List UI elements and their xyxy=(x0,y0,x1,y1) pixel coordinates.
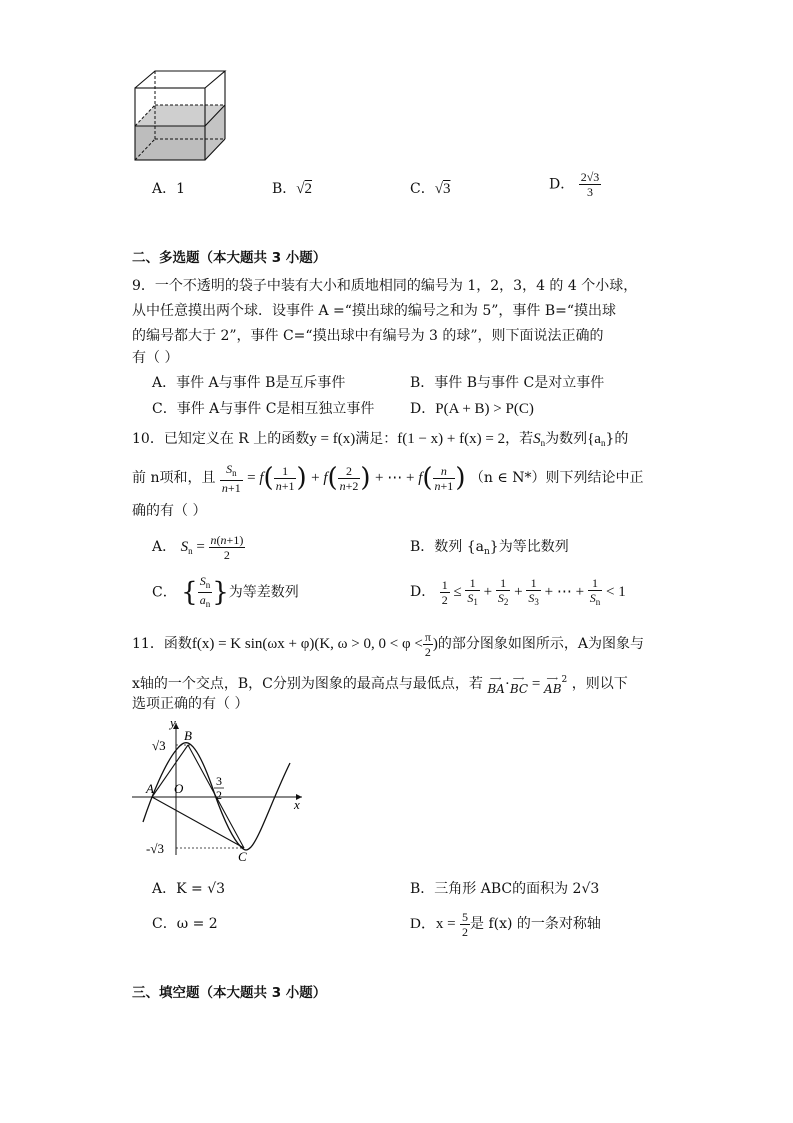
q8-option-d-numerator: 2√3 xyxy=(580,170,600,184)
q11-vec-ba: BA xyxy=(487,682,505,696)
q10-an-set: {a xyxy=(587,431,601,447)
q11-option-b[interactable]: B．三角形 ABC的面积为 2√3 xyxy=(410,881,600,897)
q9-option-b[interactable]: B．事件 B与事件 C是对立事件 xyxy=(410,375,605,391)
q10-mid: ，若 xyxy=(505,431,534,447)
q11-pi: π xyxy=(424,629,431,644)
q10-option-c[interactable]: C． { $\frac{S_n}{a_n}$ }为等差数列 xyxy=(152,574,299,609)
q9-line-4: 有（ ） xyxy=(132,350,179,366)
q10-option-a[interactable]: A． $S_n$ = $\frac{n(n+1)}{2}$ xyxy=(152,532,244,562)
q10-option-b[interactable]: B．数列 $\{a_n\}$为等比数列 xyxy=(410,539,569,557)
q10-seq-text: 为数列 xyxy=(545,431,588,447)
label-c: C xyxy=(238,849,247,864)
q11-func-expr: f(x) = K sin(ωx + φ) xyxy=(191,636,315,652)
label-two: 2 xyxy=(216,788,222,802)
q10-option-d-prefix: D． xyxy=(410,584,436,600)
q10-line-3: 确的有（ ） xyxy=(132,503,207,519)
q11-line2-a: x轴的一个交点，B，C分别为图象的最高点与最低点，若 xyxy=(132,676,483,692)
q11-line1-tail: 的部分图象如图所示，A为图象与 xyxy=(437,636,645,652)
q11-option-d-num: 5 xyxy=(462,909,468,924)
q10-tail: }的 xyxy=(605,431,629,447)
q11-vec-bc: BC xyxy=(509,682,529,696)
q8-option-d[interactable] xyxy=(549,170,601,199)
label-x: x xyxy=(294,797,300,812)
q10-option-a-prefix: A． xyxy=(152,539,177,555)
cube-figure xyxy=(130,68,240,164)
q8-option-c-radicand: 3 xyxy=(442,181,451,197)
q11-line-2: x轴的一个交点，B，C分别为图象的最高点与最低点，若 ⟶ BA· ⟶ BC = ⟶ $AB^2$ ，则以下 xyxy=(132,674,628,696)
q11-option-d-prefix: D．x = xyxy=(410,916,456,932)
q11-option-d-den: 2 xyxy=(462,924,468,939)
q10-line-2: 前 n项和，且 $\frac{S_n}{n+1}$ = f( $\frac{1}{n+1}$ ) + f( $\frac{2}{n+2}$ ) + ⋯ + f( $\frac{n}{n+1}$ ) （n ∈ N*）则下列结论中正 xyxy=(132,461,644,495)
q9-line-1: 9．一个不透明的袋子中装有大小和质地相同的编号为 1，2，3，4 的 4 个小球， xyxy=(132,278,638,294)
label-sqrt3-top: √3 xyxy=(152,738,166,753)
section-2-title: 二、多选题（本大题共 3 小题） xyxy=(132,250,327,266)
sine-graph xyxy=(130,715,315,865)
label-a: A xyxy=(146,781,154,796)
q10-option-c-tail: 为等差数列 xyxy=(228,584,299,601)
q10-option-b-tail: }为等比数列 xyxy=(489,539,569,555)
q11-intro: 11．函数 xyxy=(132,636,192,652)
q10-line-1: 10．已知定义在 R 上的函数y = f(x)满足：f(1 − x) + f(x) = 2，若$S_n$为数列$\{a_n\}$的 xyxy=(132,431,629,448)
label-b: B xyxy=(184,728,192,743)
q8-option-a[interactable]: A．1 xyxy=(152,181,186,197)
q11-option-d-tail: 是 f(x) 的一条对称轴 xyxy=(470,916,601,932)
q9-option-d[interactable] xyxy=(410,398,534,420)
q8-option-d-prefix: D． xyxy=(549,176,575,193)
label-y: y xyxy=(170,715,176,730)
q8-option-b-radicand: 2 xyxy=(304,181,313,197)
q9-option-d-prefix: D． xyxy=(410,401,436,417)
q8-option-b[interactable]: B．√2 xyxy=(272,181,313,197)
q9-option-a[interactable]: A．事件 A与事件 B是互斥事件 xyxy=(152,375,346,391)
q10-line2-a: 前 n项和，且 xyxy=(132,470,216,486)
section-3-title: 三、填空题（本大题共 3 小题） xyxy=(132,985,327,1001)
q8-option-d-denominator: 3 xyxy=(586,185,593,199)
q11-option-c[interactable]: C．ω = 2 xyxy=(152,916,218,932)
q8-option-b-prefix: B． xyxy=(272,181,297,197)
q10-option-d[interactable]: D． $\frac{1}{2}$ ≤ $\frac{1}{S_1}$ + $\frac{1}{S_2}$ + $\frac{1}{S_3}$ + ⋯ + $\frac{1}{S_n}$ < 1 xyxy=(410,575,626,607)
q11-two: 2 xyxy=(424,644,431,659)
q10-satisfies: 满足： xyxy=(355,431,398,447)
label-o: O xyxy=(174,781,184,796)
q10-option-c-prefix: C． xyxy=(152,584,177,601)
q9-line-3: 的编号都大于 2”，事件 C=“摸出球中有编号为 3 的球”，则下面说法正确的 xyxy=(132,328,604,344)
q8-option-c-prefix: C． xyxy=(410,181,435,197)
label-three: 3 xyxy=(216,774,222,788)
q11-option-a[interactable]: A．K = √3 xyxy=(152,881,226,897)
q10-option-b-label: B．数列 {a xyxy=(410,539,484,555)
q9-line-2: 从中任意摸出两个球．设事件 A =“摸出球的编号之和为 5”，事件 B=“摸出球 xyxy=(132,303,617,319)
q11-line-1: 11．函数f(x) = K sin(ωx + φ)(K, ω > 0, 0 < φ < $\frac{\pi}{2}$ )的部分图象如图所示，A为图象与 xyxy=(132,629,645,659)
q11-cond: (K, ω > 0, 0 < φ < xyxy=(314,636,423,652)
label-sqrt3-bottom: -√3 xyxy=(146,841,164,856)
q9-option-d-expr: P(A + B) > P(C) xyxy=(435,401,534,417)
q11-line2-tail: ，则以下 xyxy=(571,676,628,692)
q10-line2-cond: （n ∈ N*）则下列结论中正 xyxy=(469,470,644,486)
q10-intro: 10．已知定义在 R 上的函数 xyxy=(132,431,310,447)
q11-option-d[interactable] xyxy=(410,906,601,942)
q10-eq: f(1 − x) + f(x) = 2 xyxy=(397,431,506,447)
q10-func: y = f(x) xyxy=(309,431,356,447)
q8-option-c[interactable]: C．√3 xyxy=(410,181,451,197)
q11-line-3: 选项正确的有（ ） xyxy=(132,696,249,712)
q10-sn: S xyxy=(533,431,541,447)
q11-vec-ab: AB xyxy=(544,682,562,696)
q9-option-c[interactable]: C．事件 A与事件 C是相互独立事件 xyxy=(152,401,375,417)
